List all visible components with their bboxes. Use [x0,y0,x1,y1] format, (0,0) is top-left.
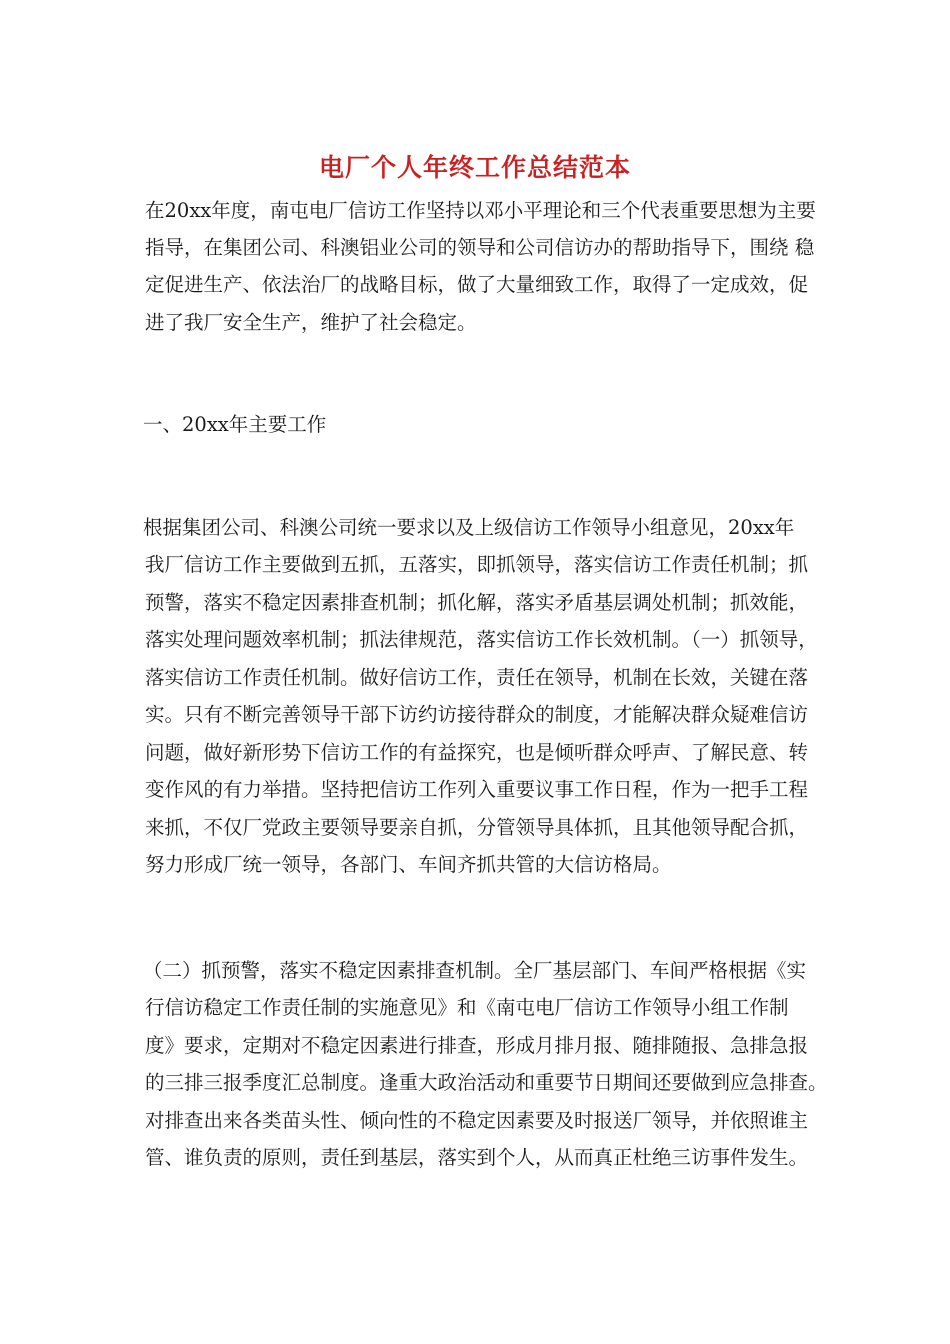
paragraph-intro-line-3: 定促进生产、依法治厂的战略目标，做了大量细致工作，取得了一定成效，促 [145,273,809,296]
paragraph-main-line-8: 变作风的有力举措。坚持把信访工作列入重要议事工作日程，作为一把手工程 [145,778,809,801]
paragraph-main-line-7: 问题，做好新形势下信访工作的有益探究，也是倾听群众呼声、了解民意、转 [145,741,809,764]
paragraph-main-line-10: 努力形成厂统一领导，各部门、车间齐抓共管的大信访格局。 [145,853,672,876]
paragraph-warning-line-2: 行信访稳定工作责任制的实施意见》和《南屯电厂信访工作领导小组工作制 [145,996,789,1019]
paragraph-main-line-3: 预警，落实不稳定因素排查机制；抓化解，落实矛盾基层调处机制；抓效能， [145,591,809,614]
paragraph-intro-line-4: 进了我厂安全生产，维护了社会稳定。 [145,311,477,334]
paragraph-warning-line-5: 对排查出来各类苗头性、倾向性的不稳定因素要及时报送厂领导，并依照谁主 [145,1109,809,1132]
paragraph-warning-line-6: 管、谁负责的原则，责任到基层，落实到个人，从而真正杜绝三访事件发生。 [145,1146,809,1169]
paragraph-main-line-2: 我厂信访工作主要做到五抓，五落实，即抓领导，落实信访工作责任机制；抓 [145,553,809,576]
paragraph-warning-line-4: 的三排三报季度汇总制度。逢重大政治活动和重要节日期间还要做到应急排查。 [145,1071,828,1094]
paragraph-intro-line-2: 指导，在集团公司、科澳铝业公司的领导和公司信访办的帮助指导下，围绕 稳 [145,236,815,259]
paragraph-warning-line-3: 度》要求，定期对不稳定因素进行排查，形成月排月报、随排随报、急排急报 [145,1034,809,1057]
document-title: 电厂个人年终工作总结范本 [318,153,631,182]
section-heading: 一、20xx年主要工作 [143,413,327,436]
paragraph-main-line-4: 落实处理问题效率机制；抓法律规范，落实信访工作长效机制。（一）抓领导， [145,628,818,651]
paragraph-main-line-1: 根据集团公司、科澳公司统一要求以及上级信访工作领导小组意见，20xx年 [143,516,795,539]
paragraph-main-line-5: 落实信访工作责任机制。做好信访工作，责任在领导，机制在长效，关键在落 [145,666,809,689]
paragraph-intro-line-1: 在20xx年度，南屯电厂信访工作坚持以邓小平理论和三个代表重要思想为主要 [145,199,816,222]
paragraph-main-line-6: 实。只有不断完善领导干部下访约访接待群众的制度，才能解决群众疑难信访 [145,703,809,726]
paragraph-main-line-9: 来抓，不仅厂党政主要领导要亲自抓，分管领导具体抓，且其他领导配合抓， [145,816,809,839]
paragraph-warning-line-1: （二）抓预警，落实不稳定因素排查机制。全厂基层部门、车间严格根据《实 [143,959,807,982]
